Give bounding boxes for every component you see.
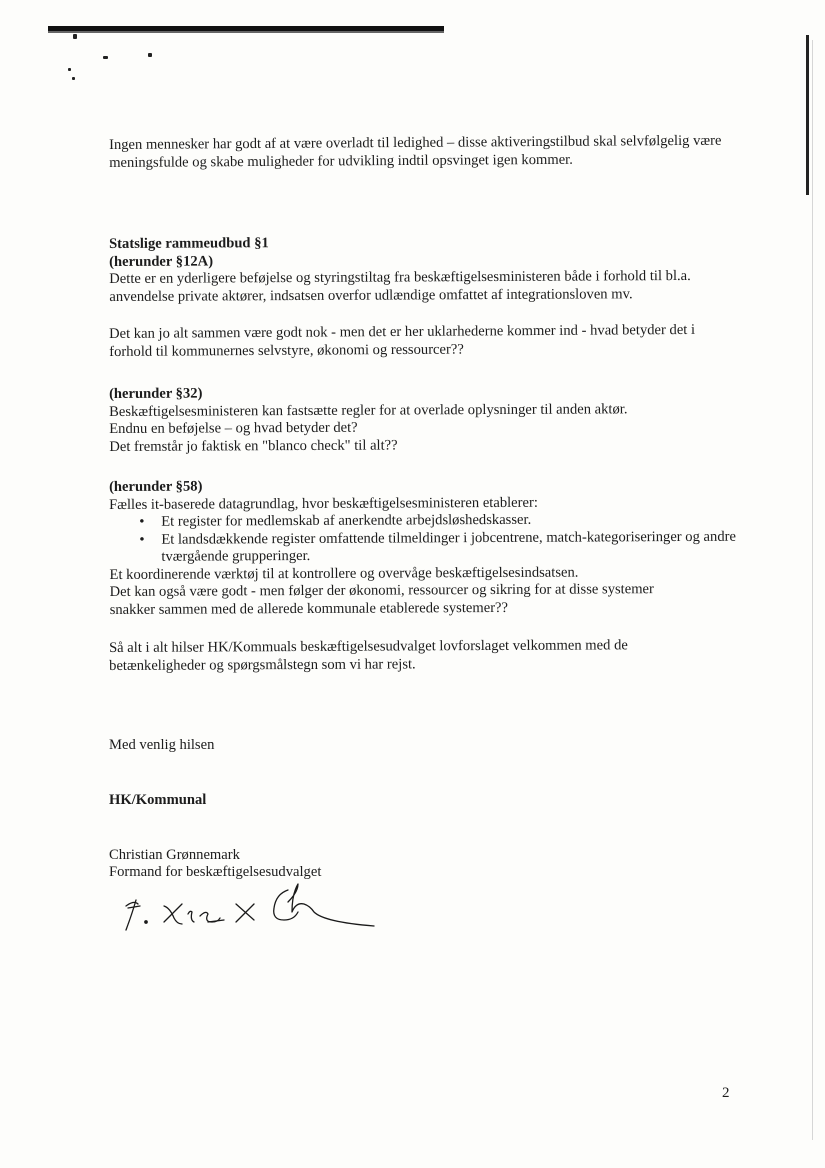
section-subheading: (herunder §12A) [109,252,214,270]
section-paragraf-32 [109,383,628,456]
text-line: Dette er en yderligere beføjelse og styringstiltag fra beskæftigelsesministeren både i forhold til bl.a. [109,267,691,287]
section-heading: (herunder §32) [109,385,203,402]
section-heading: (herunder §58) [109,478,203,495]
list-item: • Et register for medlemskab af anerkendte arbejdsløshedskasser. [139,511,749,532]
text-line: forhold til kommunernes selvstyre, økonomi og ressourcer?? [109,341,464,360]
organization-name: HK/Kommunal [109,792,207,808]
list-item: • Et landsdækkende register omfattende tilmeldinger i jobcentrene, match-kategoriseringer og andre tværgående grupperinger. [139,528,749,566]
scan-artifact-bar [48,26,444,33]
scan-artifact-dot [103,56,108,59]
text-line: Så alt i alt hilser HK/Kommuals beskæftigelsesudvalget lovforslaget velkommen med de [109,637,628,656]
text-line: Det fremstår jo faktisk en "blanco check" til alt?? [109,436,398,455]
scan-artifact-dot [72,77,75,80]
conclusion-paragraph [109,637,628,675]
greeting: Med venlig hilsen [109,737,215,753]
bullet-list [109,511,749,567]
paragraph-selvstyre [109,322,695,361]
signer-title: Formand for beskæftigelsesudvalget [109,864,322,880]
text-line: Fælles it-baserede datagrundlag, hvor beskæftigelsesministeren etablerer: [109,494,538,513]
text-line: Det kan også være godt - men følger der økonomi, ressourcer og sikring for at disse systemer [109,581,654,600]
handwritten-signature [116,878,376,938]
section-statslige-rammeudbud [109,233,691,306]
text-line: snakker sammen med de allerede kommunale etablerede systemer?? [109,599,509,618]
section-paragraf-58 [109,476,750,619]
text-line: Det kan jo alt sammen være godt nok - men det er her uklarhederne kommer ind - hvad betyder det i [109,321,696,342]
text-line: betænkeligheder og spørgsmålstegn som vi har rejst. [109,655,416,674]
scan-artifact-dot [73,34,77,39]
page-number: 2 [722,1085,730,1101]
text-line: anvendelse private aktører, indsatsen overfor udlændige omfattet af integrationsloven mv. [109,285,633,305]
text-line: Beskæftigelsesministeren kan fastsætte regler for at overlade oplysninger til anden aktør. [109,400,628,420]
scan-artifact-dot [148,53,152,57]
text-line: Et koordinerende værktøj til at kontrollere og overvåge beskæftigelsesindsatsen. [109,564,579,583]
intro-paragraph: Ingen mennesker har godt af at være overladt til ledighed – disse aktiveringstilbud skal selvfølgelig være meningsfulde og skabe muligheder for udvikling indtil opsvinget igen kommer. [109,132,722,171]
text-line: Endnu en beføjelse – og hvad betyder det? [109,419,358,437]
signer-name: Christian Grønnemark [109,847,240,863]
scan-artifact-edge-faint [812,40,813,1140]
section-heading: Statslige rammeudbud §1 [109,235,269,252]
scan-artifact-dot [68,68,71,71]
scan-artifact-edge [806,35,809,195]
